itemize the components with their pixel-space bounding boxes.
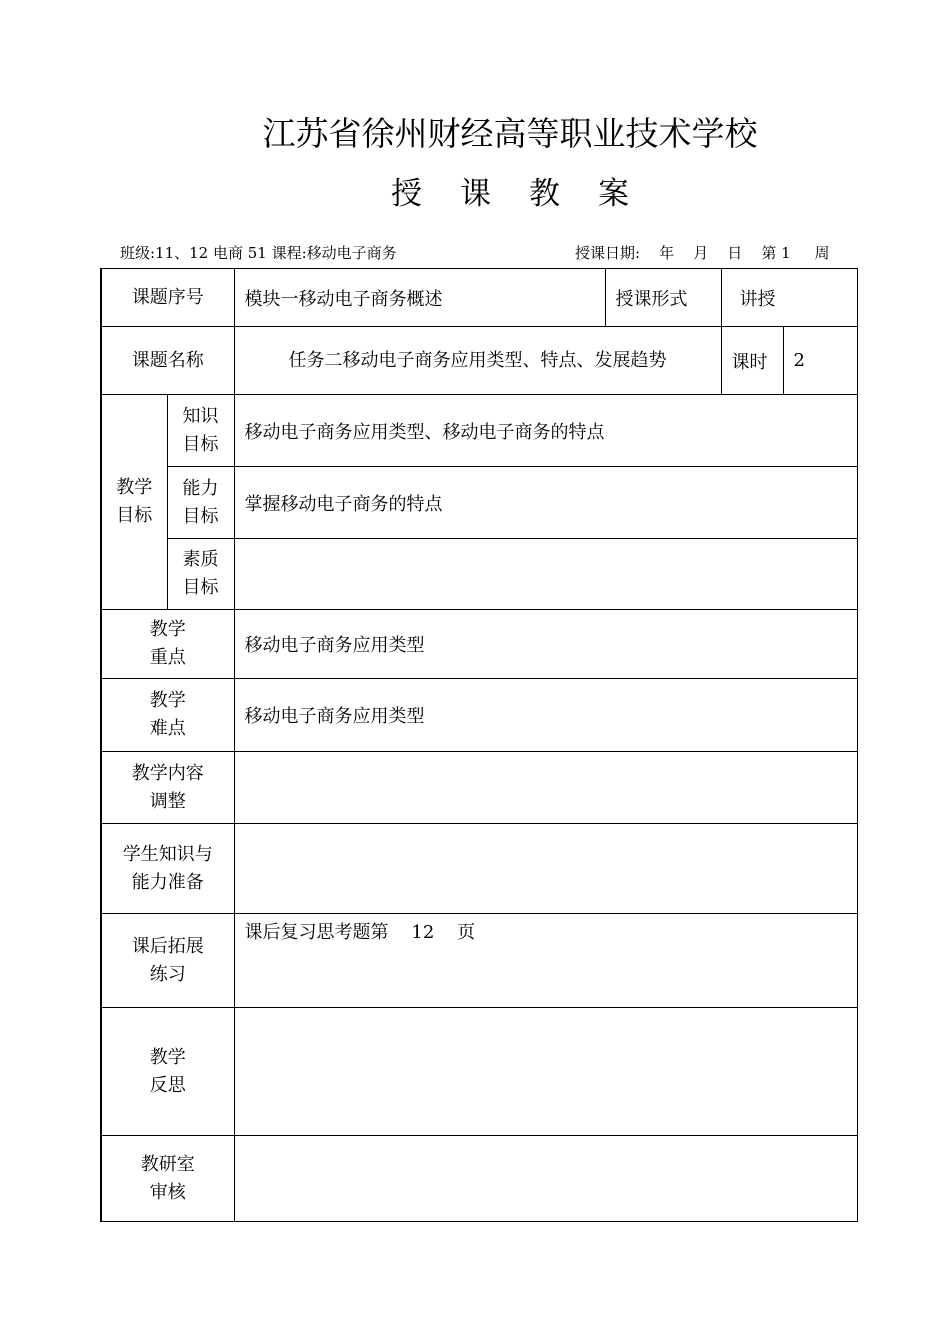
teaching-form-label: 授课形式 bbox=[605, 269, 721, 327]
lesson-date-info: 授课日期: 年 月 日 第 1 周 bbox=[575, 244, 830, 262]
difficulties-value: 移动电子商务应用类型 bbox=[234, 679, 857, 752]
row-topic-number bbox=[101, 269, 857, 327]
topic-number-label: 课题序号 bbox=[101, 269, 234, 327]
teaching-objectives-label bbox=[101, 395, 167, 610]
teaching-form-value: 讲授 bbox=[721, 269, 857, 327]
ability-objective-value: 掌握移动电子商务的特点 bbox=[234, 467, 857, 539]
reflection-label-line2: 反思 bbox=[149, 1074, 186, 1096]
after-class-practice-value: 课后复习思考题第 12 页 bbox=[234, 914, 857, 1008]
knowledge-objective-label bbox=[167, 395, 234, 467]
content-adjustment-value bbox=[234, 752, 857, 824]
row-topic-name bbox=[101, 327, 857, 395]
student-preparation-label bbox=[101, 824, 234, 914]
topic-number-value: 模块一移动电子商务概述 bbox=[234, 269, 605, 327]
difficulties-label bbox=[101, 679, 234, 752]
lesson-plan-table bbox=[100, 268, 858, 1222]
difficulties-label-line1: 教学 bbox=[149, 690, 186, 711]
ability-label-line2: 目标 bbox=[182, 505, 219, 527]
after-class-practice-label bbox=[101, 914, 234, 1008]
teaching-reflection-label bbox=[101, 1008, 234, 1136]
quality-objective-value bbox=[234, 539, 857, 610]
row-teaching-reflection bbox=[101, 1008, 857, 1136]
key-points-label bbox=[101, 610, 234, 679]
practice-label-line2: 练习 bbox=[149, 963, 186, 985]
quality-objective-label bbox=[167, 539, 234, 610]
department-review-value bbox=[234, 1136, 857, 1222]
key-points-label-line2: 重点 bbox=[149, 647, 186, 668]
student-preparation-value bbox=[234, 824, 857, 914]
row-after-class-practice bbox=[101, 914, 857, 1008]
row-student-preparation bbox=[101, 824, 857, 914]
row-difficulties bbox=[101, 679, 857, 752]
quality-label-line2: 目标 bbox=[182, 577, 219, 598]
class-course-info: 班级:11、12 电商 51 课程:移动电子商务 bbox=[120, 244, 397, 262]
ability-objective-label bbox=[167, 467, 234, 539]
content-adjustment-label-line1: 教学内容 bbox=[131, 762, 204, 784]
knowledge-label-line1: 知识 bbox=[182, 405, 219, 427]
reflection-label-line1: 教学 bbox=[149, 1046, 186, 1068]
row-content-adjustment bbox=[101, 752, 857, 824]
topic-name-label: 课题名称 bbox=[101, 327, 234, 395]
knowledge-objective-value: 移动电子商务应用类型、移动电子商务的特点 bbox=[234, 395, 857, 467]
school-name: 江苏省徐州财经高等职业技术学校 bbox=[262, 114, 758, 153]
review-label-line1: 教研室 bbox=[140, 1153, 195, 1175]
teaching-reflection-value bbox=[234, 1008, 857, 1136]
key-points-value: 移动电子商务应用类型 bbox=[234, 610, 857, 679]
class-hours-label: 课时 bbox=[721, 327, 783, 395]
quality-label-line1: 素质 bbox=[182, 549, 219, 570]
content-adjustment-label bbox=[101, 752, 234, 824]
document-title: 授课教案 bbox=[391, 176, 667, 212]
row-key-points bbox=[101, 610, 857, 679]
knowledge-label-line2: 目标 bbox=[182, 433, 219, 455]
class-hours-value: 2 bbox=[783, 327, 857, 395]
key-points-label-line1: 教学 bbox=[149, 619, 186, 640]
objectives-label-line2: 目标 bbox=[116, 505, 153, 526]
practice-label-line1: 课后拓展 bbox=[131, 935, 204, 957]
objectives-label-line1: 教学 bbox=[116, 477, 153, 498]
content-adjustment-label-line2: 调整 bbox=[149, 790, 186, 812]
student-preparation-label-line1: 学生知识与 bbox=[122, 843, 213, 865]
row-knowledge-objective bbox=[101, 395, 857, 467]
department-review-label bbox=[101, 1136, 234, 1222]
review-label-line2: 审核 bbox=[149, 1181, 186, 1203]
ability-label-line1: 能力 bbox=[182, 477, 219, 499]
topic-name-value: 任务二移动电子商务应用类型、特点、发展趋势 bbox=[234, 327, 721, 395]
row-department-review bbox=[101, 1136, 857, 1222]
student-preparation-label-line2: 能力准备 bbox=[131, 871, 204, 893]
row-ability-objective bbox=[101, 467, 857, 539]
row-quality-objective bbox=[101, 539, 857, 610]
difficulties-label-line2: 难点 bbox=[149, 718, 186, 739]
